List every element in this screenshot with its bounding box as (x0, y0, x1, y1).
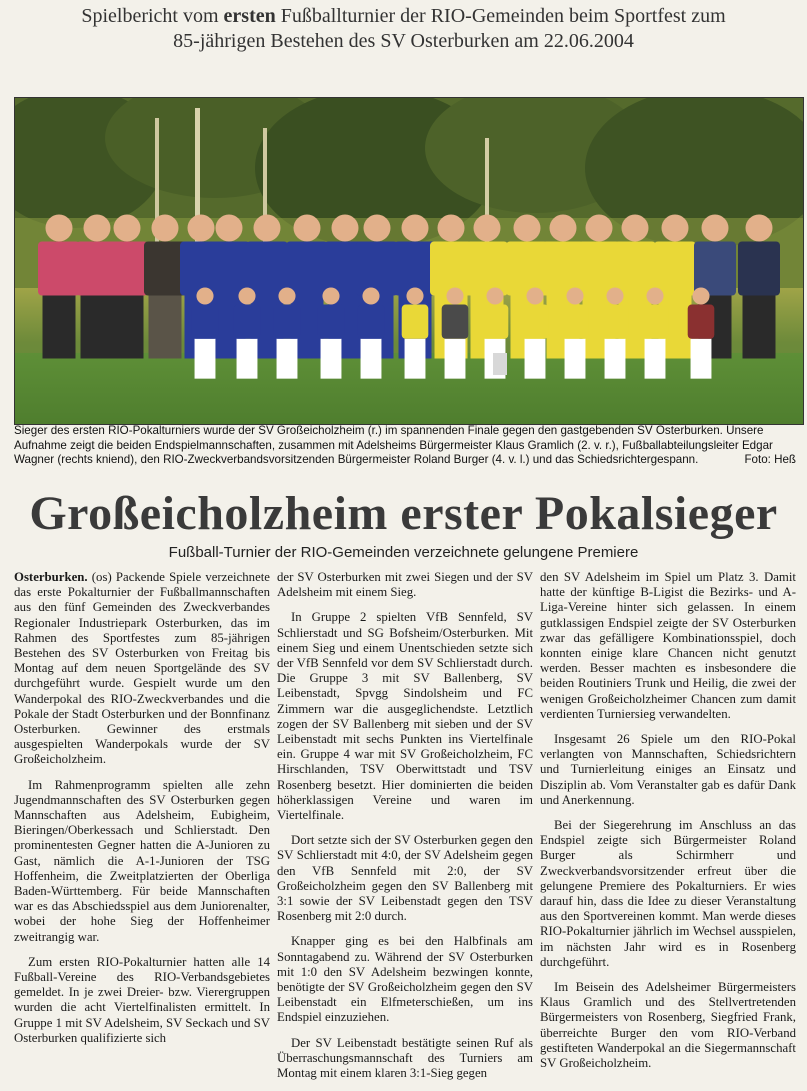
standing-player (106, 215, 148, 359)
article-column-1 (14, 570, 270, 1056)
standing-player (38, 215, 80, 359)
paragraph: Knapper ging es bei den Halbfinals am Sonntagabend zu. Während der SV Osterburken mit 1:0 den SV Adelsheim bezwingen konnte, benötigte der SV Großeicholzheim gegen den SV Leibenstadt ein Elfmeterschießen, um ins Endspiel einzuziehen. (277, 934, 533, 1025)
players-group (15, 98, 803, 424)
header-line-1: Spielbericht vom ersten Fußballturnier der RIO-Gemeinden beim Sportfest zum (81, 5, 726, 27)
paragraph: Bei der Siegerehrung im Anschluss an das Endspiel zeigte sich Bürgermeister Roland Burger als Schirmherr und Zweckverbandsvorsitzender erfreut über die gelungene Premiere des Pokalturniers. Er wies darauf hin, dass die Idee zu dieser Veranstaltung aus den Sportvereinen kommt. Man werde dieses RIO-Pokalturnier jährlich im Wechsel ausspielen, im nächsten Jahr wird es in Rosenberg durchgeführt. (540, 818, 796, 969)
paragraph: Osterburken. (os) Packende Spiele verzeichnete das erste Pokalturnier der Fußballmannschaften aus den fünf Gemeinden des Zweckverbandes Regionaler Industriepark Osterburken, das im Rahmen des Sportfestes zum 85-jährigen Bestehen des SV Osterburken von Freitag bis Montag auf dem neuen Sportgelände des SV durchgeführt wurde. Gespielt wurde um den Wanderpokal des RIO-Zweckverbandes und die Pokale der Stadt Osterburken und der Bonnfinanz Osterburken. Gewinner des erstmals ausgespielten Wanderpokals wurde der SV Großeicholzheim. (14, 570, 270, 767)
paragraph: der SV Osterburken mit zwei Siegen und der SV Adelsheim mit einem Sieg. (277, 570, 533, 600)
photo-caption (14, 424, 802, 468)
paragraph: In Gruppe 2 spielten VfB Sennfeld, SV Schlierstadt und SG Bofsheim/Osterburken. Mit einem Sieg und einem Unentschieden setzte sich der VfB Sennfeld vor dem SV Schlierstadt durch. Die Gruppe 3 mit SV Ballenberg, SV Leibenstadt, Spvgg Sindolsheim und FC Zimmern war die ausgeglichendste. Letztlich zogen der SV Ballenberg mit sieben und der SV Leibenstadt mit sechs Punkten ins Viertelfinale ein. Gruppe 4 war mit SV Großeicholzheim, FC Hirschlanden, TSV Oberwittstadt und TSV Rosenberg besetzt. Hier dominierten die beiden höherklassigen Vereine und waren im Viertelfinale. (277, 610, 533, 823)
team-photo (14, 97, 804, 425)
caption-text: Sieger des ersten RIO-Pokalturniers wurde der SV Großeicholzheim (r.) im spannenden Finale gegen den gastgebenden SV Osterburken. Unsere Aufnahme zeigt die beiden Endspielmannschaften, zusammen mit Adelsheims Bürgermeister Klaus Gramlich (2. v. r.), Fußballabteilungsleiter Edgar Wagner (rechts kniend), den RIO-Zweckverbandsvorsitzenden Bürgermeister Roland Burger (4. v. l.) und das Schiedsrichtergespann. (14, 424, 773, 466)
standing-player (738, 215, 780, 359)
dateline: Osterburken. (14, 570, 88, 584)
article-headline: Großeicholzheim erster Pokalsieger (29, 487, 778, 540)
standing-player (144, 215, 186, 359)
paragraph: den SV Adelsheim im Spiel um Platz 3. Damit hatte der künftige B-Ligist die Bezirks- und A-Liga-Vereine hinter sich gelassen. In einem gutklassigen Endspiel zeigte der SV Osterburken zwar das gefälligere Kombinationsspiel, doch konnten einige klare Chancen nicht genutzt werden. Besser machten es insbesondere die beiden Routiniers Trunk und Heilig, die zwei der wenigen Großeicholzheimer Chancen zum damit verdienten Turniersieg verwandelten. (540, 570, 796, 721)
paragraph: Insgesamt 26 Spiele um den RIO-Pokal verlangten von Mannschaften, Schiedsrichtern und Turnierleitung einiges an Einsatz und Disziplin ab. Vom Veranstalter gab es dafür Dank und Anerkennung. (540, 732, 796, 807)
paragraph: Der SV Leibenstadt bestätigte seinen Ruf als Überraschungsmannschaft des Turniers am Montag mit einem klaren 3:1-Sieg gegen (277, 1035, 533, 1081)
header-line-2: 85-jährigen Bestehen des SV Osterburken am 22.06.2004 (173, 30, 634, 52)
article-column-3 (540, 570, 796, 1081)
article-subheadline: Fußball-Turnier der RIO-Gemeinden verzeichnete gelungene Premiere (168, 544, 639, 561)
paragraph: Dort setzte sich der SV Osterburken gegen den SV Schlierstadt mit 4:0, der SV Adelsheim gegen den VfB Sennfeld mit 2:0, der SV Großeicholzheim gegen den SV Ballenberg mit 3:1 sowie der SV Leibenstadt gegen den TSV Rosenberg mit 2:0 durch. (277, 833, 533, 924)
photo-credit: Foto: Heß (744, 453, 796, 466)
paragraph: Im Beisein des Adelsheimer Bürgermeisters Klaus Gramlich und des Stellvertretenden Bürgermeisters von Rosenberg, Siegfried Frank, überreichte Burger den vom RIO-Verband gestifteten Wanderpokal an die Siegermannschaft SV Großeicholzheim. (540, 980, 796, 1071)
paragraph: Im Rahmenprogramm spielten alle zehn Jugendmannschaften des SV Osterburken gegen Mannschaften aus Adelsheim, Eubigheim, Bieringen/Oberkessach und Schlierstadt. Den prominentesten Gegner hatten die A-Junioren zu Gast, nämlich die A-1-Junioren der TSG Hoffenheim, die Zweitplatzierten der Oberliga Baden-Württemberg. Für beide Mannschaften war es das Abschiedsspiel aus dem Juniorenalter, wobei der hohe Sieg der Hoffenheimer zweitrangig war. (14, 777, 270, 944)
paragraph: Zum ersten RIO-Pokalturnier hatten alle 14 Fußball-Vereine des RIO-Verbandsgebietes gemeldet. In je zwei Dreier- bzw. Vierergruppen wurden die acht Viertelfinalisten ermittelt. In Gruppe 1 mit SV Adelsheim, SV Seckach und SV Osterburken qualifizierte sich (14, 954, 270, 1045)
page-header (0, 4, 807, 54)
trophy (493, 353, 507, 375)
article-column-2 (277, 570, 533, 1091)
